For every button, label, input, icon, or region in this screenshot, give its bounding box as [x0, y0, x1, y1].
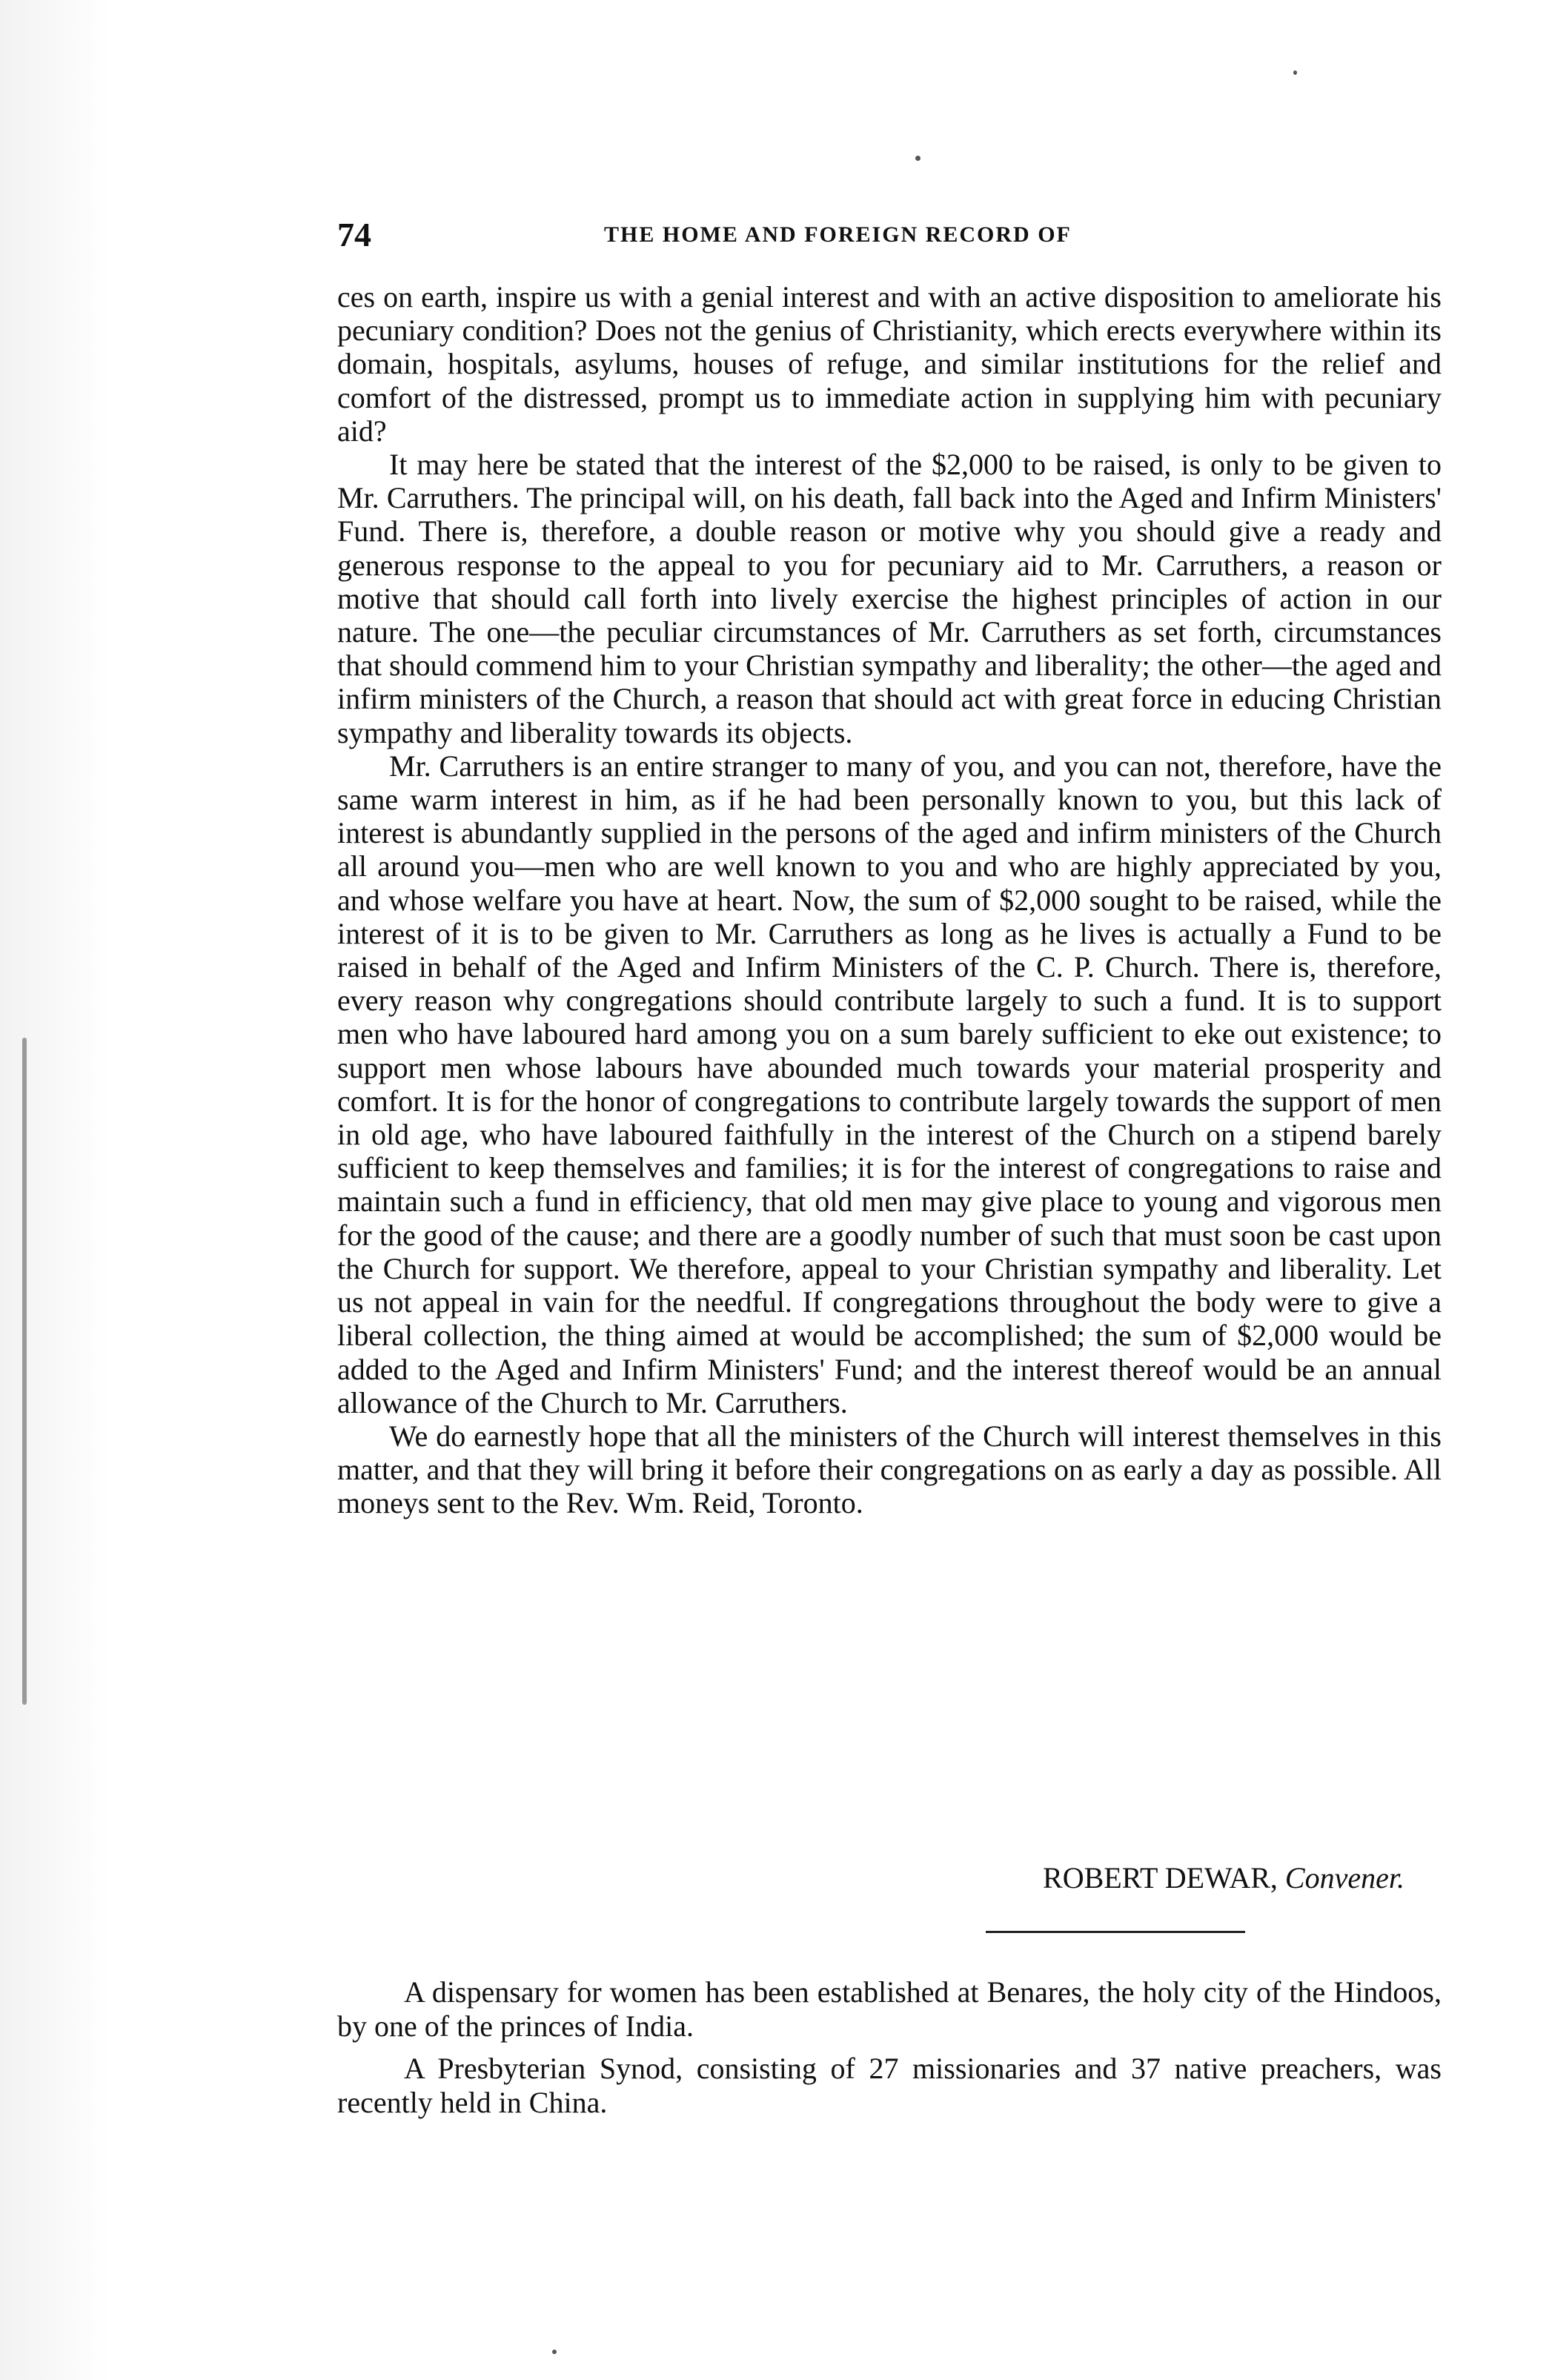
paragraph: Mr. Carruthers is an entire stranger to many of you, and you can not, therefore, have the same warm interest in him, as if he had been personally known to you, but this lack of interest is abundantly supplied in the persons of the aged and infirm ministers of the Church all around you—men who are well known to you and who are highly appreciated by you, and whose welfare you have at heart. Now, the sum of $2,000 sought to be raised, while the interest of it is to be given to Mr. Carruthers as long as he lives is actually a Fund to be raised in behalf of the Aged and Infirm Ministers of the C. P. Church. There is, therefore, every reason why congregations should contribute largely to such a fund. It is to support men who have laboured hard among you on a sum barely sufficient to eke out existence; to support men whose labours have abounded much towards your material prosperity and comfort. It is for the honor of congregations to contribute largely towards the support of men in old age, who have laboured faithfully in the interest of the Church on a stipend barely sufficient to keep themselves and families; it is for the interest of congregations to raise and maintain such a fund in efficiency, that old men may give place to young and vigorous men for the good of the cause; and there are a goodly number of such that must soon be cast upon the Church for support. We therefore, appeal to your Christian sympathy and liberality. Let us not appeal in vain for the needful. If congregations throughout the body were to give a liberal collection, the thing aimed at would be accomplished; the sum of $2,000 would be added to the Aged and Infirm Ministers' Fund; and the interest thereof would be an annual allowance of the Church to Mr. Carruthers. — [337, 749, 1442, 1419]
section-divider — [986, 1931, 1245, 1933]
scan-speck — [552, 2350, 557, 2354]
running-head: THE HOME AND FOREIGN RECORD OF — [604, 222, 1072, 247]
signature-name: ROBERT DEWAR, — [1043, 1861, 1278, 1895]
scan-margin — [0, 0, 111, 2380]
notes-section — [337, 1975, 1442, 2128]
scan-speck — [22, 1038, 27, 1705]
note-item: A Presbyterian Synod, consisting of 27 missionaries and 37 native preachers, was recently held in China. — [337, 2052, 1442, 2119]
scan-speck — [1293, 70, 1297, 75]
signature — [337, 1860, 1404, 1895]
article-body — [337, 280, 1442, 1520]
paragraph: It may here be stated that the interest of the $2,000 to be raised, is only to be given to Mr. Carruthers. The principal will, on his death, fall back into the Aged and Infirm Ministers' Fund. There is, therefore, a double reason or motive why you should give a ready and generous response to the appeal to you for pecuniary aid to Mr. Carruthers, a reason or motive that should call forth into lively exercise the highest principles of action in our nature. The one—the peculiar circumstances of Mr. Carruthers as set forth, circumstances that should commend him to your Christian sympathy and liberality; the other—the aged and infirm ministers of the Church, a reason that should act with great force in educing Christian sympathy and liberality towards its objects. — [337, 448, 1442, 749]
paragraph: ces on earth, inspire us with a genial interest and with an active disposition to ameliorate his pecuniary condition? Does not the genius of Christianity, which erects everywhere within its domain, hospitals, asylums, houses of refuge, and similar institutions for the relief and comfort of the distressed, prompt us to immediate action in supplying him with pecuniary aid? — [337, 280, 1442, 448]
note-item: A dispensary for women has been established at Benares, the holy city of the Hindoos, by one of the princes of India. — [337, 1975, 1442, 2043]
paragraph: We do earnestly hope that all the ministers of the Church will interest themselves in this matter, and that they will bring it before their congregations on as early a day as possible. All moneys sent to the Rev. Wm. Reid, Toronto. — [337, 1419, 1442, 1520]
signature-role: Convener. — [1284, 1861, 1404, 1895]
page-header — [337, 215, 1442, 259]
scan-speck — [915, 156, 921, 161]
page-number: 74 — [337, 216, 371, 253]
